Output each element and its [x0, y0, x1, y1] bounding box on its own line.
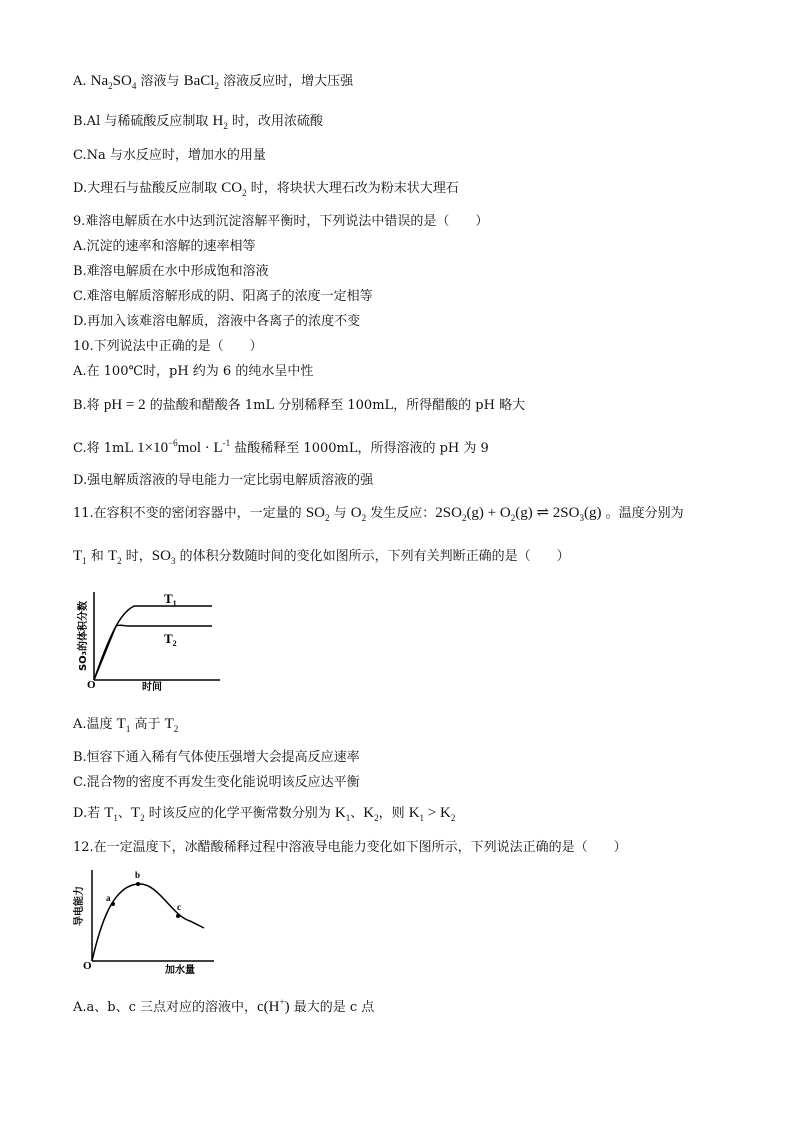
q11-option-a: A.温度 $T_1$ 高于 $T_2$ — [73, 716, 179, 734]
q9-option-d: D.再加入该难溶电解质，溶液中各离子的浓度不变 — [73, 314, 361, 329]
q10-stem: 10.下列说法中正确的是（ ） — [73, 339, 263, 354]
point-b-label: b — [135, 870, 141, 880]
q10-option-a: A.在 100℃时，pH 约为 6 的纯水呈中性 — [73, 364, 314, 379]
y-axis-label: SO₃的体积分数 — [78, 600, 89, 672]
point-b — [136, 882, 140, 886]
q10-option-c: C.将 1mL $1\times 10^{-6}mol \cdot L^{-1}$ 盐酸稀释至 1000mL，所得溶液的 pH 为 9 — [73, 438, 489, 456]
y-axis-label: 导电能力 — [74, 886, 85, 926]
origin-label: O — [83, 960, 92, 972]
q9-option-b: B.难溶电解质在水中形成饱和溶液 — [73, 264, 269, 279]
q8-option-b: B.Al 与稀硫酸反应制取 $H_2$ 时，改用浓硫酸 — [73, 113, 323, 131]
x-axis-label: 时间 — [142, 682, 162, 693]
q11-stem-line2: $T_1$ 和 $T_2$ 时，$SO_3$ 的体积分数随时间的变化如图所示，下列有关判断正确的是（ ） — [73, 548, 570, 566]
x-axis-label: 加水量 — [165, 965, 195, 976]
q11-option-b: B.恒容下通入稀有气体使压强增大会提高反应速率 — [73, 750, 360, 765]
so3-volume-fraction-graph — [72, 588, 222, 693]
point-c — [176, 914, 180, 918]
q9-option-c: C.难溶电解质溶解形成的阴、阳离子的浓度一定相等 — [73, 289, 373, 304]
q8-option-d: D.大理石与盐酸反应制取 $CO_2$ 时，将块状大理石改为粉末状大理石 — [73, 180, 459, 198]
q10-option-d: D.强电解质溶液的导电能力一定比弱电解质溶液的强 — [73, 473, 374, 488]
q8-option-c: C.Na 与水反应时，增加水的用量 — [73, 148, 266, 163]
point-c-label: c — [177, 902, 181, 912]
q11-option-c: C.混合物的密度不再发生变化能说明该反应达平衡 — [73, 775, 360, 790]
so3-graph-svg — [72, 588, 222, 693]
q11-stem-line1: 11.在容积不变的密闭容器中，一定量的 $SO_2$ 与 $O_2$ 发生反应：$2SO_2(g) + O_2(g)$ ⇌ $2SO_3(g)$ 。温度分别为 — [73, 505, 684, 523]
q11-option-d: D.若 $T_1$、$T_2$ 时该反应的化学平衡常数分别为 $K_1$、$K_2$，则 $K_1 > K_2$ — [73, 805, 456, 823]
conductivity-graph-svg — [72, 866, 222, 976]
q9-stem: 9.难溶电解质在水中达到沉淀溶解平衡时，下列说法中错误的是（ ） — [73, 214, 489, 229]
curve-t2-label: $T_2$ — [164, 631, 177, 648]
point-a — [111, 902, 115, 906]
conductivity-graph — [72, 866, 222, 976]
point-a-label: a — [106, 893, 111, 903]
q12-stem: 12.在一定温度下，冰醋酸稀释过程中溶液导电能力变化如下图所示，下列说法正确的是（ ） — [73, 840, 627, 855]
curve-t1-label: $T_1$ — [164, 591, 177, 608]
curve-t1 — [94, 606, 212, 680]
q8-option-a: A. $Na_2SO_4$ 溶液与 BaCl$_2$ 溶液反应时，增大压强 — [73, 73, 354, 91]
q10-option-b: B.将 pH = 2 的盐酸和醋酸各 1mL 分别稀释至 100mL，所得醋酸的 pH 略大 — [73, 397, 526, 413]
origin-label: O — [87, 679, 96, 691]
q9-option-a: A.沉淀的速率和溶解的速率相等 — [73, 239, 256, 254]
q12-option-a: A.a、b、c 三点对应的溶液中，c(H+) 最大的是 c 点 — [73, 997, 375, 1015]
